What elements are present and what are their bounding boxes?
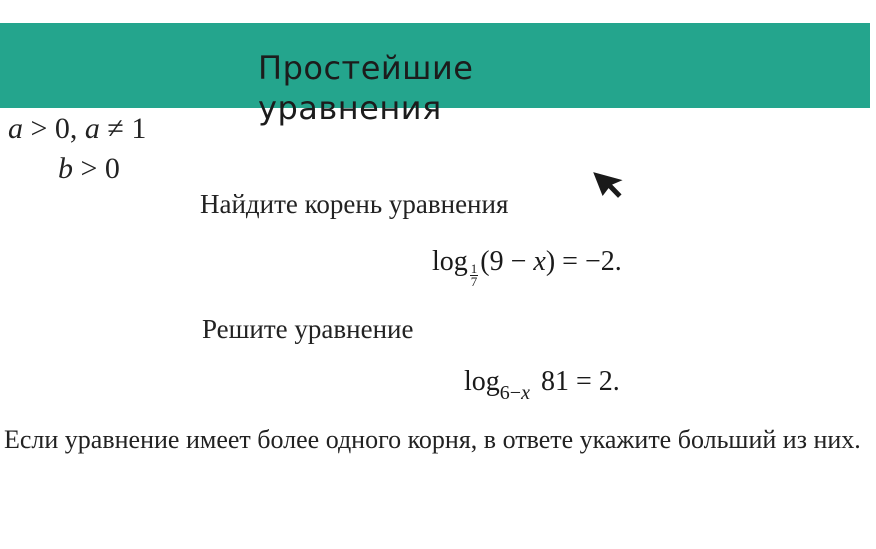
- argument-open: (9 −: [480, 246, 534, 277]
- equation-rest: ) = −2.: [545, 246, 622, 277]
- condition-b: [58, 152, 120, 186]
- gt-sign: >: [73, 152, 105, 185]
- condition-a: [8, 112, 146, 146]
- answer-note: Если уравнение имеет более одного корня, в ответе укажите больший из них.: [4, 425, 861, 454]
- var-b: b: [58, 152, 73, 185]
- var-x: x: [533, 246, 546, 277]
- task-2-prompt: Решите уравнение: [202, 314, 414, 344]
- task-1-prompt: Найдите корень уравнения: [200, 189, 509, 219]
- log-word: log: [464, 366, 500, 397]
- log-base-fraction: [470, 263, 479, 288]
- task-2-equation: [464, 366, 620, 405]
- fraction-numerator: 1: [470, 261, 478, 276]
- zero-value: 0,: [54, 112, 85, 145]
- task-1-equation: [432, 246, 622, 288]
- base-number: 6−: [499, 382, 522, 404]
- gt-sign: >: [23, 112, 55, 145]
- var-a: a: [8, 112, 23, 145]
- log-word: log: [432, 246, 468, 277]
- log-base: [500, 382, 530, 404]
- fraction-denominator: 7: [470, 274, 478, 289]
- one-value: 1: [131, 112, 147, 145]
- mouse-pointer-icon: [593, 168, 625, 200]
- var-x: x: [521, 382, 530, 404]
- ne-sign: ≠: [99, 112, 132, 145]
- equation-rest: 81 = 2.: [533, 366, 620, 397]
- slide-title: Простейшие уравнения: [258, 49, 474, 127]
- var-a: a: [84, 112, 100, 145]
- zero-value: 0: [104, 152, 120, 185]
